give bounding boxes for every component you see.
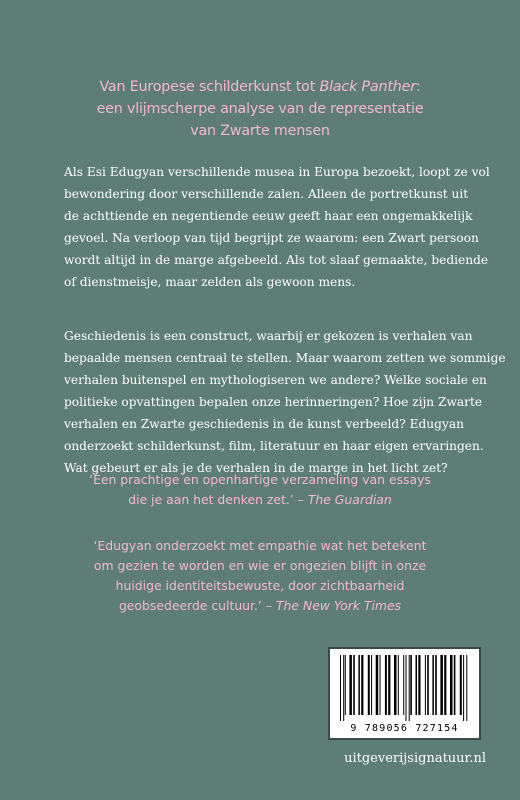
paragraph-line: wordt altijd in de marge afgebeeld. Als tot slaaf gemaakte, bediende (64, 253, 489, 267)
paragraph-line: of dienstmeisje, maar zelden als gewoon mens. (64, 275, 356, 289)
paragraph-line: bewondering door verschillende zalen. Alleen de portretkunst uit (64, 187, 469, 201)
paragraph-line: politieke opvattingen bepalen onze herinneringen? Hoe zijn Zwarte (64, 395, 483, 409)
paragraph-line: Als Esi Edugyan verschillende musea in Europa bezoekt, loopt ze vol (64, 165, 490, 179)
quote-line: geobsedeerde cultuur.’ – The New York Times (118, 598, 402, 613)
barcode (328, 647, 481, 740)
headline (40, 76, 480, 142)
paragraph-1 (64, 161, 490, 293)
quote-line: huidige identiteitsbewuste, door zichtbaarheid (115, 578, 405, 593)
barcode-number: 9 789056 727154 (350, 723, 459, 734)
headline-line-1: Van Europese schilderkunst tot Black Panther: (99, 79, 421, 95)
quote-line: om gezien te worden en wie er ongezien blijft in onze (93, 558, 427, 573)
headline-line-3: van Zwarte mensen (190, 123, 330, 139)
quote-line: ‘Een prachtige en openhartige verzameling van essays (89, 472, 431, 487)
paragraph-line: bepaalde mensen centraal te stellen. Maar waarom zetten we sommige (64, 351, 506, 365)
quote-source: The New York Times (275, 598, 402, 613)
paragraph-line: verhalen buitenspel en mythologiseren we andere? Welke sociale en (64, 373, 487, 387)
barcode-bars (338, 655, 471, 721)
paragraph-2 (64, 325, 506, 479)
quote-line: die je aan het denken zet.’ – The Guardian (128, 492, 392, 507)
paragraph-line: verhalen en Zwarte geschiedenis in de kunst verbeeld? Edugyan (64, 417, 464, 431)
quote-guardian (40, 470, 480, 510)
quote-line: ‘Edugyan onderzoekt met empathie wat het betekent (93, 538, 427, 553)
quote-source: The Guardian (307, 492, 392, 507)
paragraph-line: Geschiedenis is een construct, waarbij er gekozen is verhalen van (64, 329, 473, 343)
paragraph-line: gevoel. Na verloop van tijd begrijpt ze waarom: een Zwart persoon (64, 231, 479, 245)
paragraph-line: de achttiende en negentiende eeuw geeft haar een ongemakkelijk (64, 209, 473, 223)
headline-line-2: een vlijmscherpe analyse van de representatie (96, 101, 424, 117)
paragraph-line: Wat gebeurt er als je de verhalen in de marge in het licht zet? (64, 461, 448, 475)
paragraph-line: onderzoekt schilderkunst, film, literatuur en haar eigen ervaringen. (64, 439, 484, 453)
publisher-website: uitgeverijsignatuur.nl (344, 751, 486, 766)
quote-nyt (40, 536, 480, 616)
headline-title-italic: Black Panther (319, 79, 416, 95)
